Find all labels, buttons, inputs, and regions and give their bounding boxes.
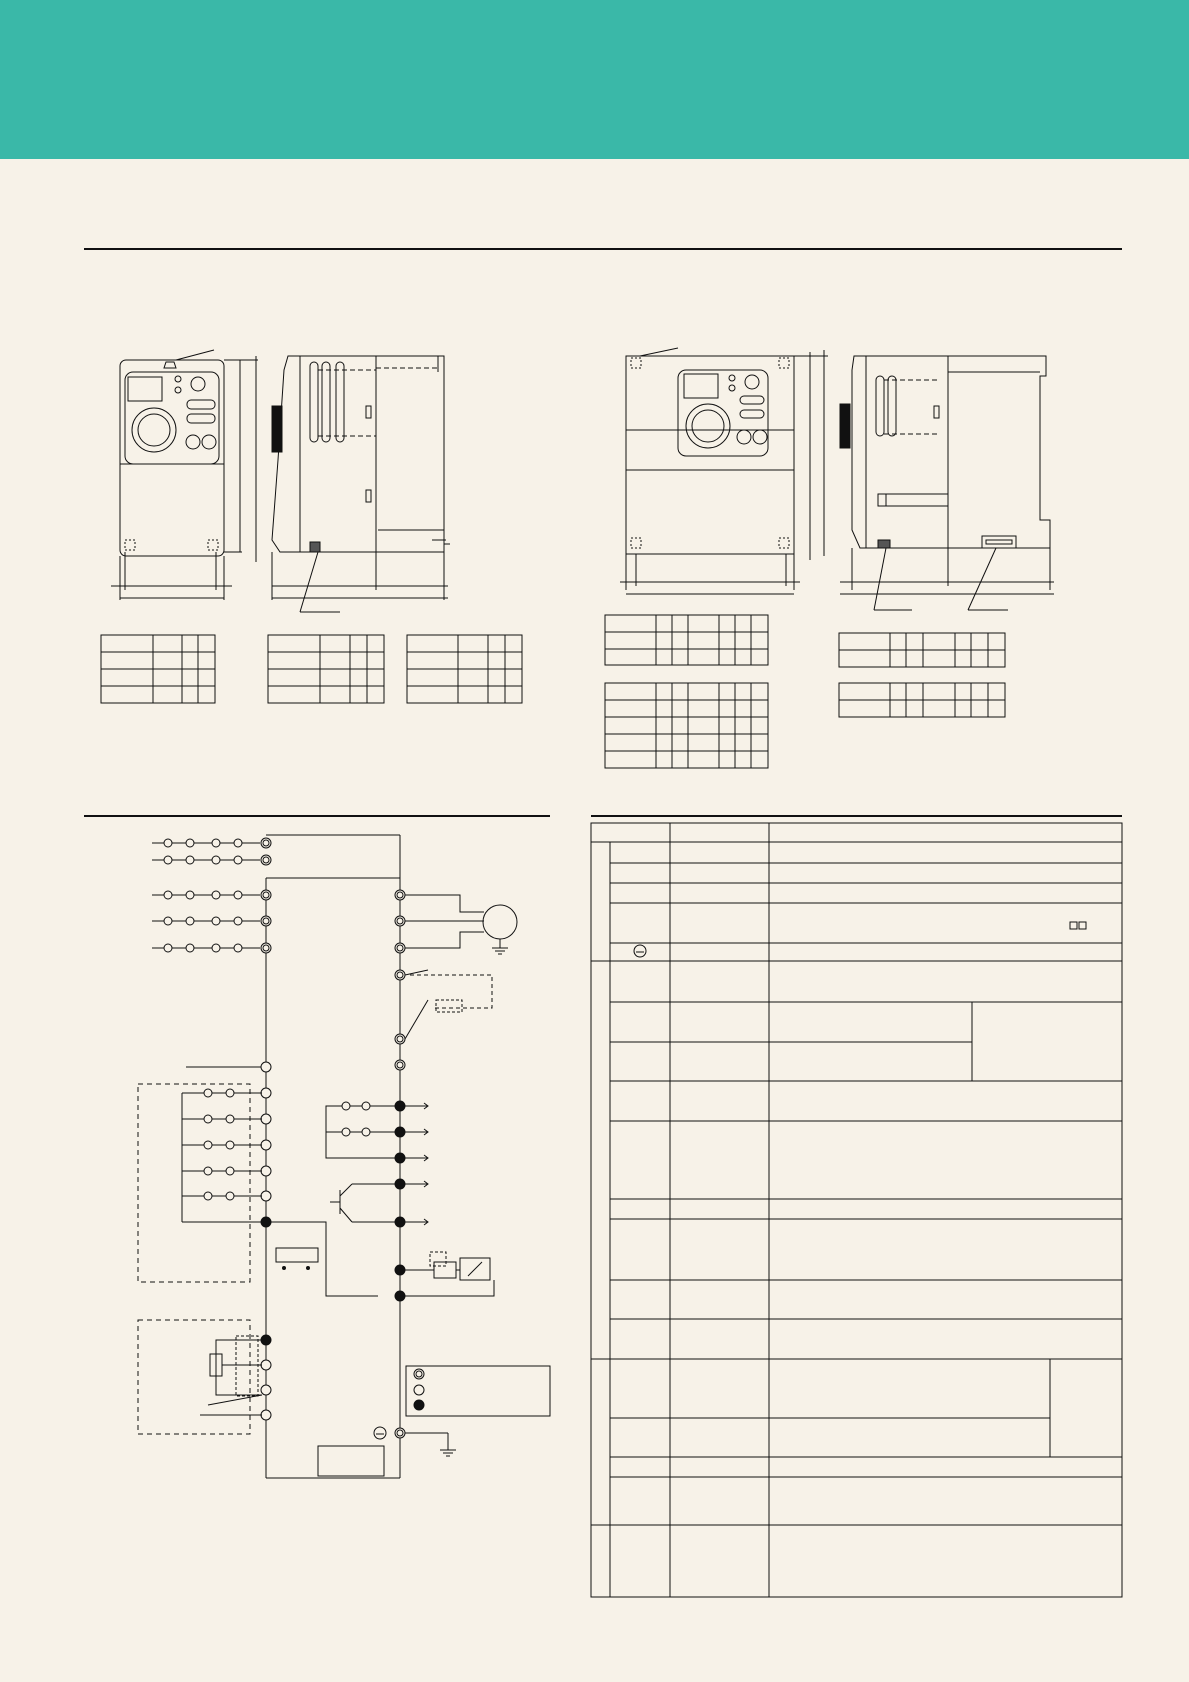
dimension-table [605, 615, 768, 665]
dimension-tables [101, 615, 1005, 768]
dimension-table [407, 635, 522, 703]
terminal-table [591, 823, 1122, 1597]
dimension-table [839, 633, 1005, 667]
motor-symbol-icon [483, 905, 517, 939]
dimension-table [839, 683, 1005, 717]
dimension-table [101, 635, 215, 703]
transistor-symbol-icon [330, 1184, 396, 1222]
inverter-front-view-icon [111, 350, 258, 600]
ground-symbol-icon [374, 1427, 386, 1439]
inverter-front-view-icon-large [620, 348, 828, 594]
inverter-side-view-icon-large [840, 356, 1054, 610]
wiring-diagram [138, 835, 550, 1478]
inverter-side-view-icon [272, 356, 450, 612]
dimension-table [605, 683, 768, 768]
terminal-legend [406, 1366, 550, 1416]
dimension-table [268, 635, 384, 703]
